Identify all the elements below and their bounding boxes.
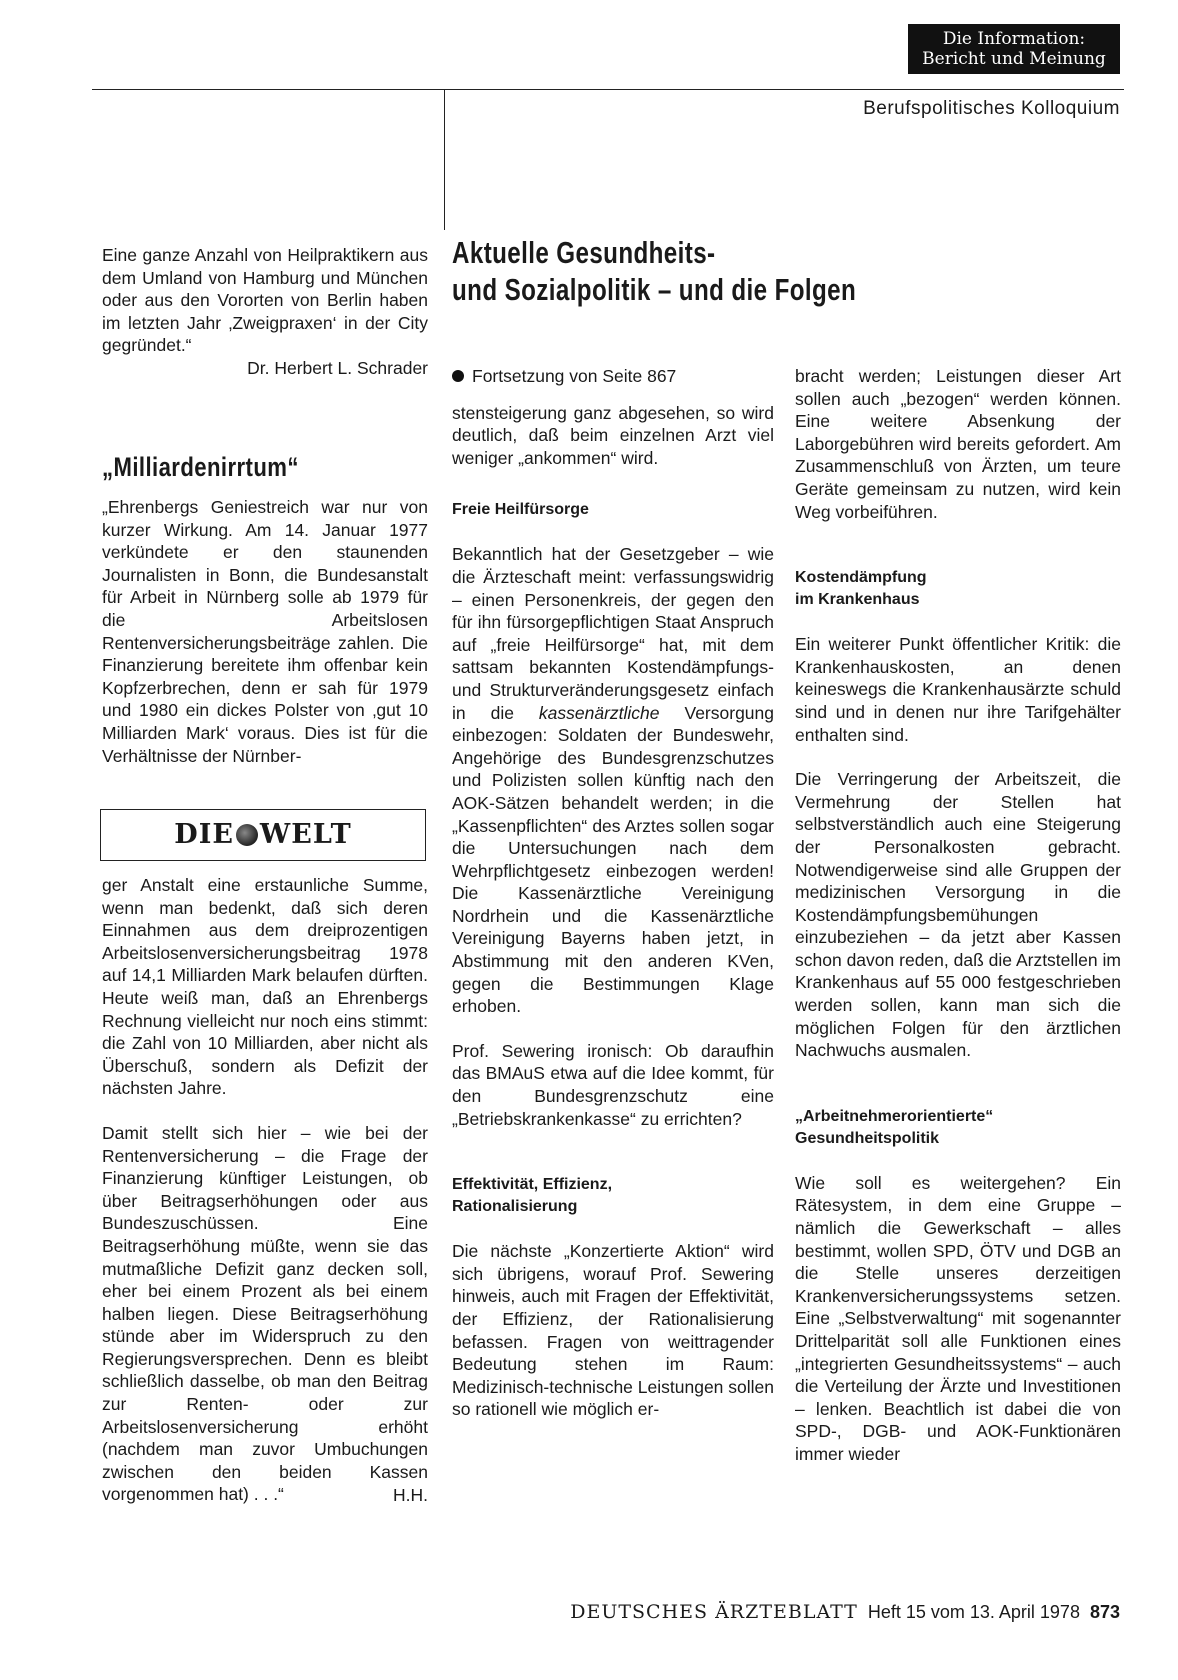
milliardenirrtum-heading: „Milliardenirrtum“ xyxy=(102,452,299,482)
section-label: Berufspolitisches Kolloquium xyxy=(863,98,1120,119)
col3-paragraph-4: Wie soll es weitergehen? Ein Rätesystem, in dem eine Gruppe – nämlich die Gewerkschaft – alles bestimmt, wollen SPD, ÖTV und DGB an die Stelle unseres derzeitigen Krankenversicherungssystems setzen. Eine „Selbstverwaltung“ mit sogenannter Drittelparität soll alle Funktionen eines „integrierten Gesundheitssystems“ – auch die Verteilung der Ärzte und Investitionen – lenken. Beachtlich ist dabei die von SPD-, DGB- und AOK-Funktionären immer wieder xyxy=(795,1172,1121,1464)
col2-p2-part-b: Versorgung einbezogen: Soldaten der Bundeswehr, Angehörige des Bundesgrenzschutzes und Polizisten sollen künftig nach den AOK-Sätzen behandelt werden; in die „Kassenpflichten“ des Arztes sollen sogar die Untersuchungen nach dem Wehrpflichtgesetz einbezogen werden! Die Kassenärztliche Vereinigung Nordrhein und die Kassenärztliche Vereinigung Bayerns haben jetzt, in Abstimmung mit den anderen KVen, gegen die Bestimmungen Klage erhoben. xyxy=(452,702,775,1017)
sub2-line-1: Effektivität, Effizienz, xyxy=(452,1176,613,1194)
column-1-continued xyxy=(102,874,428,1507)
globe-icon xyxy=(236,824,258,846)
subheading-kostendaempfung xyxy=(795,567,1121,611)
quote-author: H.H. xyxy=(393,1485,428,1506)
col3-sub1-line-2: im Krankenhaus xyxy=(795,591,920,609)
continuation-note xyxy=(452,365,774,388)
col3-sub2-line-1: „Arbeitnehmerorientierte“ xyxy=(795,1107,994,1125)
col2-paragraph-3: Prof. Sewering ironisch: Ob daraufhin das BMAuS etwa auf die Idee kommt, für den Bundesgrenzschutz eine „Betriebskrankenkasse“ zu errichten? xyxy=(452,1040,774,1129)
quote-paragraph-1: „Ehrenbergs Geniestreich war nur von kurzer Wirkung. Am 14. Januar 1977 verkündete er den staunenden Journalisten in Bonn, die Bundesanstalt für Arbeit in Nürnberg solle ab 1979 für die Arbeitslosen Rentenversicherungsbeiträge zahlen. Die Finanzierung bereitete ihm offenbar kein Kopfzerbrechen, denn er sah für 1979 und 1980 ein dickes Polster von ‚gut 10 Milliarden Mark‘ voraus. Dies ist für die Verhältnisse der Nürnber- xyxy=(102,497,428,766)
column-1-quote xyxy=(102,496,428,767)
issue-info: Heft 15 vom 13. April 1978 xyxy=(867,1602,1080,1622)
die-welt-logo xyxy=(100,809,426,861)
intro-author: Dr. Herbert L. Schrader xyxy=(247,357,428,378)
sub2-line-2: Rationalisierung xyxy=(452,1198,578,1216)
top-rule xyxy=(92,89,1124,90)
continuation-text: Fortsetzung von Seite 867 xyxy=(472,366,677,386)
intro-paragraph: Eine ganze Anzahl von Heilpraktikern aus dem Umland von Hamburg und München oder aus den Vororten von Berlin haben im letzten Jahr ‚Zweigpraxen‘ in der City gegründet.“ xyxy=(102,245,428,356)
subheading-freie-heilfuersorge: Freie Heilfürsorge xyxy=(452,501,589,519)
quote-paragraph-2: ger Anstalt eine erstaunliche Summe, wenn man bedenkt, daß sich deren Einnahmen aus dem dreiprozentigen Arbeitslosenversicherungsbeitrag 1978 auf 14,1 Milliarden Mark belaufen dürften. Heute weiß man, daß an Ehrenbergs Rechnung vielleicht nur noch eins stimmt: die Zahl von 10 Milliarden, aber nicht als Überschuß, sondern als Defizit der nächsten Jahre. xyxy=(102,875,428,1099)
page-footer xyxy=(570,1601,1120,1623)
col3-sub1-line-1: Kostendämpfung xyxy=(795,569,927,587)
title-line-1: Aktuelle Gesundheits- xyxy=(452,235,716,270)
header-line-2: Bericht und Meinung xyxy=(922,49,1106,69)
logo-word-welt: WELT xyxy=(259,819,352,850)
publication-name: DEUTSCHES ÄRZTEBLATT xyxy=(570,1601,858,1623)
column-2 xyxy=(452,365,774,1421)
subheading-effektivitaet xyxy=(452,1174,774,1218)
col2-paragraph-1: stensteigerung ganz abgesehen, so wird deutlich, daß beim einzelnen Arzt viel weniger „ankommen“ wird. xyxy=(452,402,774,468)
article-title xyxy=(452,234,998,308)
col3-paragraph-1: bracht werden; Leistungen dieser Art sollen auch „bezogen“ werden können. Eine weitere Absenkung der Laborgebühren wird bereits gefordert. Am Zusammenschluß von Ärzten, um teure Geräte gemeinsam zu nutzen, wird kein Weg vorbeiführen. xyxy=(795,366,1121,522)
col3-paragraph-2: Ein weiterer Punkt öffentlicher Kritik: die Krankenhauskosten, an denen keineswegs die Krankenhausärzte schuld sind und in denen nur ihre Tarifgehälter enthalten sind. xyxy=(795,634,1121,745)
col3-sub2-line-2: Gesundheitspolitik xyxy=(795,1129,940,1147)
vertical-rule xyxy=(444,89,445,230)
page-number: 873 xyxy=(1089,1602,1120,1622)
col2-p2-italic: kassenärztliche xyxy=(538,702,660,723)
bullet-icon xyxy=(452,370,464,382)
col2-p2-part-a: Bekanntlich hat der Gesetzgeber – wie die Ärzteschaft meint: verfassungswidrig – einen Personenkreis, der gegen den für ihn fürsorgepflichtigen Staat Anspruch auf „freie Heilfürsorge“ hat, mit dem sattsam bekannten Kostendämpfungs- und Strukturveränderungsgesetz einfach in die xyxy=(452,544,774,723)
logo-word-die: DIE xyxy=(174,819,234,850)
title-line-2: und Sozialpolitik – und die Folgen xyxy=(452,272,857,307)
col3-paragraph-3: Die Verringerung der Arbeitszeit, die Vermehrung der Stellen hat selbstverständlich auch eine Steigerung der Personalkosten gebracht. Notwendigerweise sind alle Gruppen der medizinischen Versorgung in die Kostendämpfungsbemühungen einzubeziehen – da jetzt aber Kassen schon davon reden, daß die Arztstellen im Krankenhaus auf 55 000 festgeschrieben werden sollen, kann man sich die möglichen Folgen für den ärztlichen Nachwuchs ausmalen. xyxy=(795,769,1121,1061)
header-line-1: Die Information: xyxy=(942,29,1086,49)
subheading-arbeitnehmerorientierte xyxy=(795,1106,1121,1150)
col2-paragraph-2 xyxy=(452,543,774,1017)
column-1-intro xyxy=(102,244,428,380)
column-3 xyxy=(795,365,1121,1466)
quote-paragraph-3: Damit stellt sich hier – wie bei der Rentenversicherung – die Frage der Finanzierung künftiger Leistungen, ob über Beitragserhöhungen oder aus Bundeszuschüssen. Eine Beitragserhöhung müßte, wenn sie das mutmaßliche Defizit ganz decken soll, eher bei einem Prozent als bei einem halben liegen. Diese Beitragserhöhung stünde aber im Widerspruch zu den Regierungsversprechen. Denn es bleibt schließlich dasselbe, ob man den Beitrag zur Renten- oder zur Arbeitslosenversicherung erhöht (nachdem man zuvor Umbuchungen zwischen den beiden Kassen vorgenommen hat) . . .“ xyxy=(102,1122,428,1505)
col2-paragraph-4: Die nächste „Konzertierte Aktion“ wird sich übrigens, worauf Prof. Sewering hinweis, auch mit Fragen der Effektivität, der Effizienz, der Rationalisierung befassen. Fragen von weittragender Bedeutung stehen im Raum: Medizinisch-technische Leistungen sollen so rationell wie möglich er- xyxy=(452,1241,774,1420)
section-header-box xyxy=(908,24,1120,74)
